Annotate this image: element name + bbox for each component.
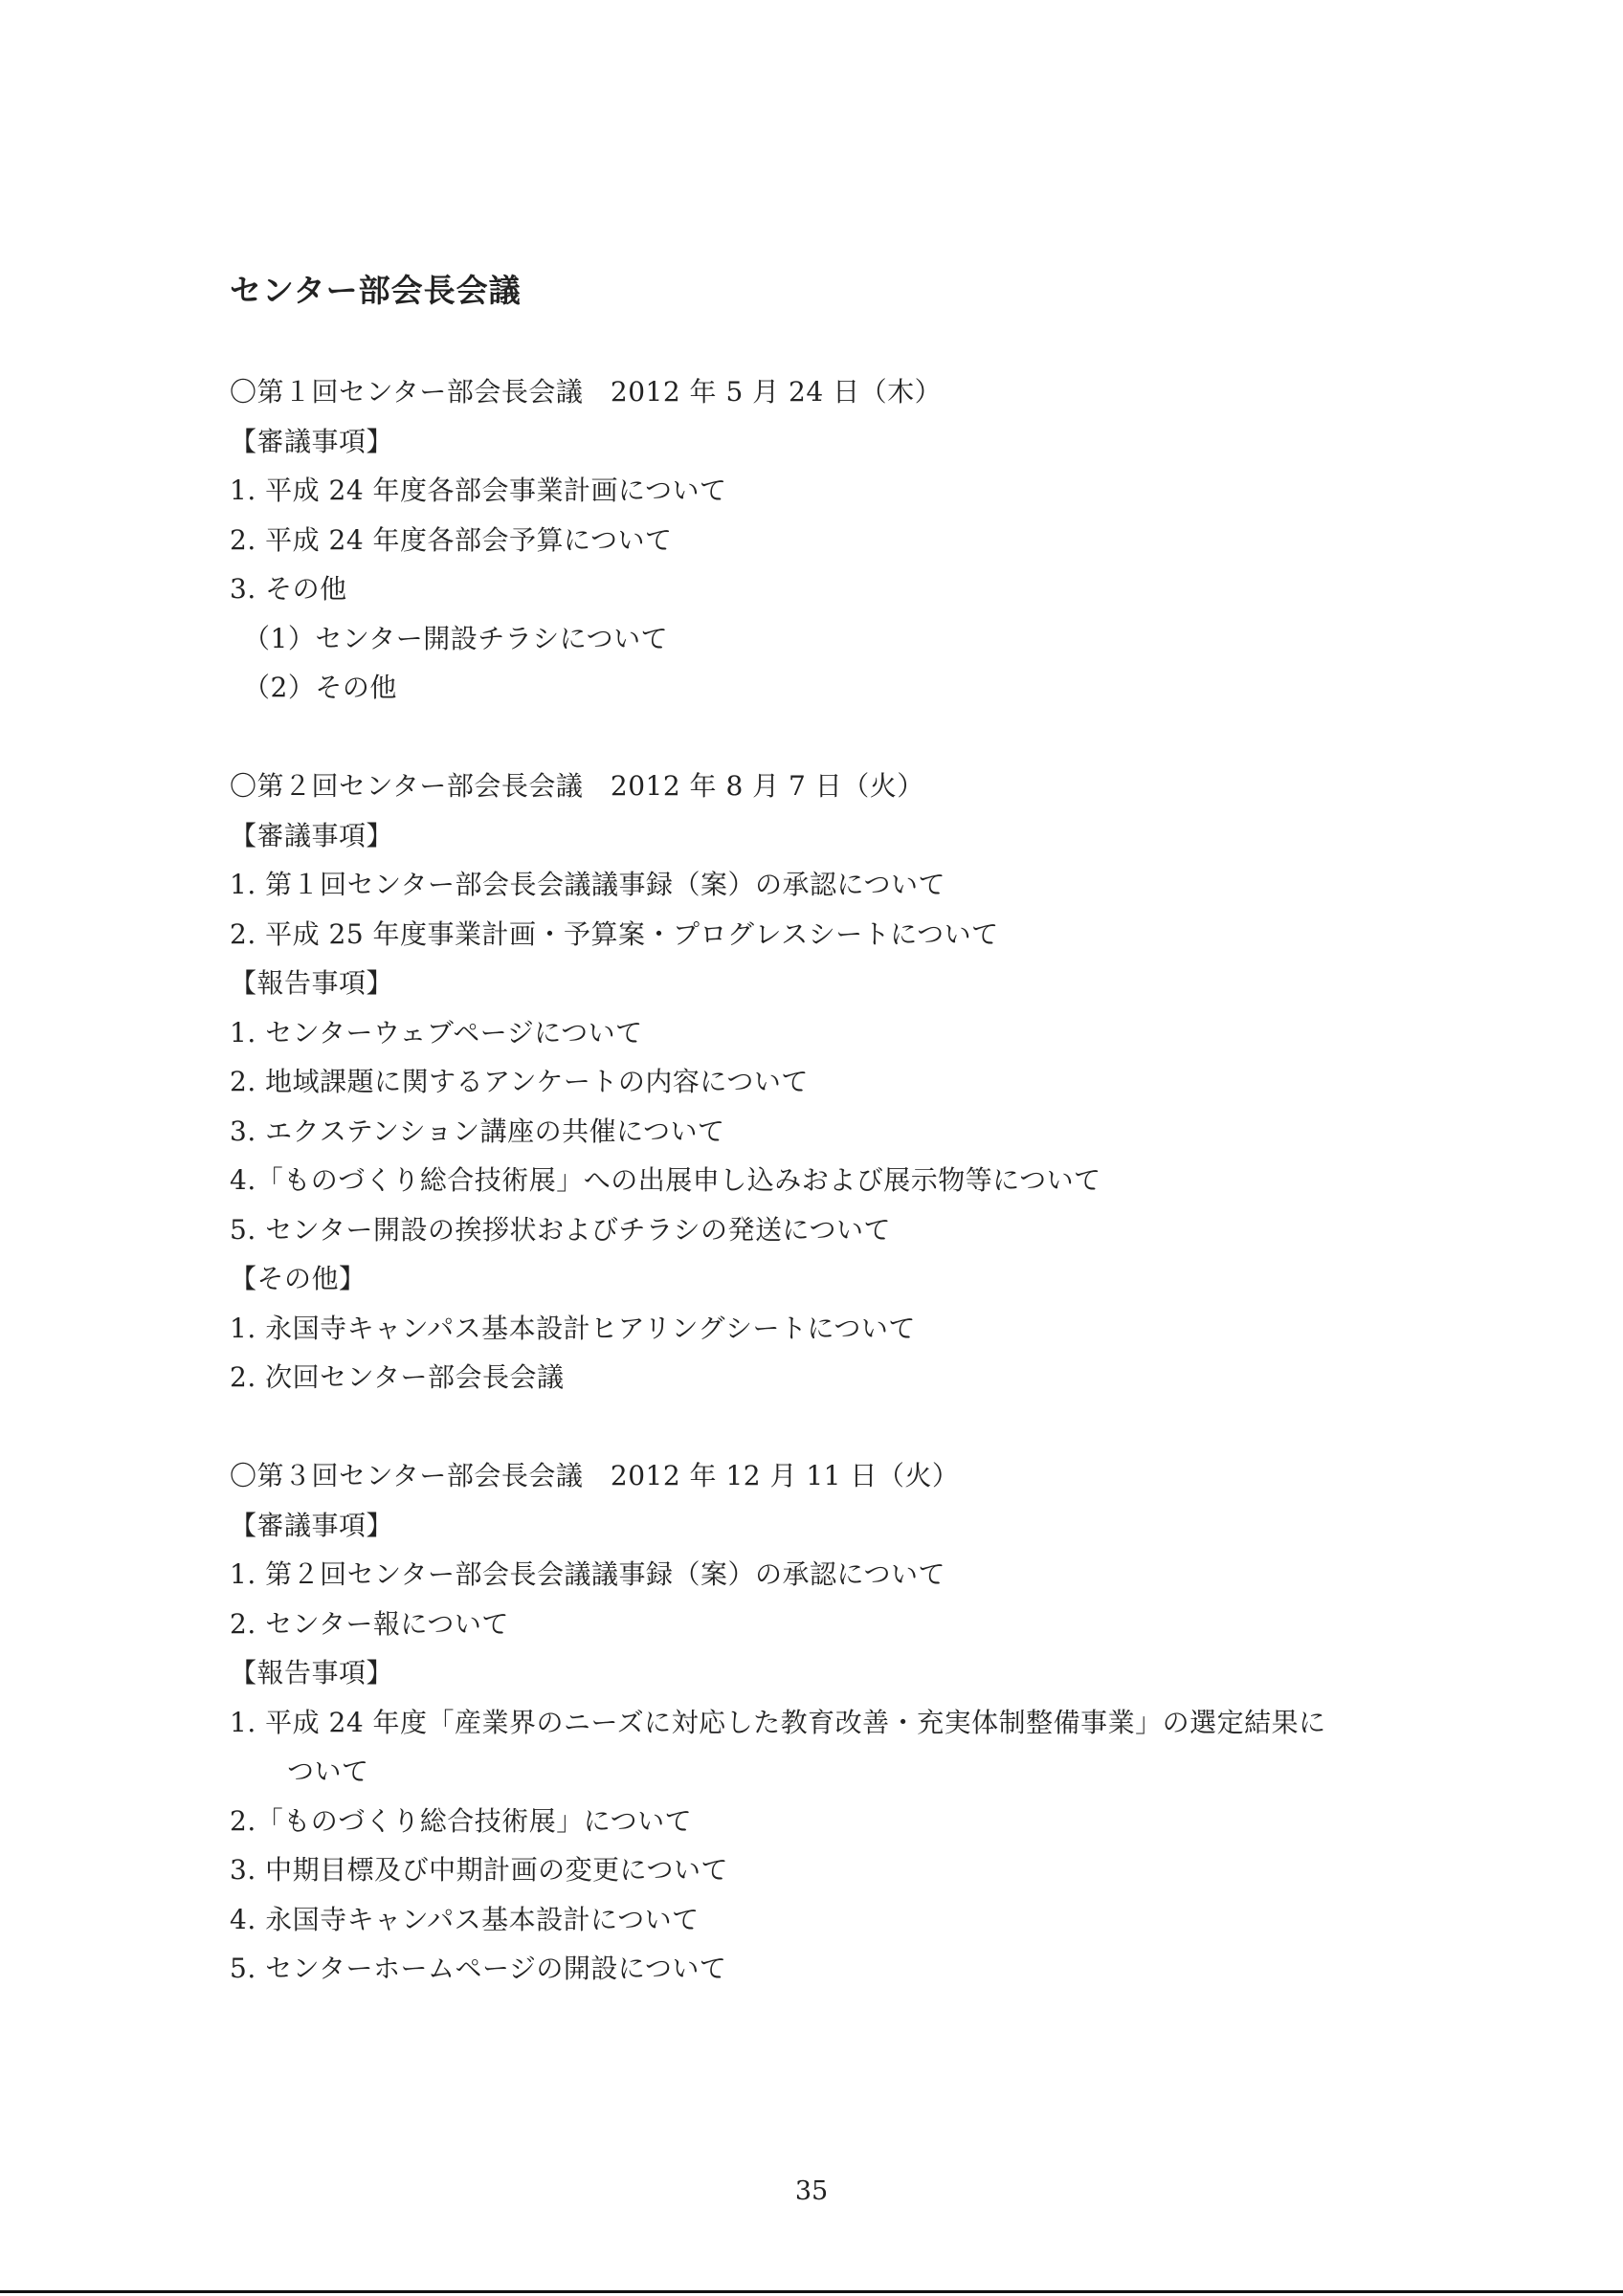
bottom-border-line (0, 2290, 1623, 2293)
list-item: 3. 中期目標及び中期計画の変更について (230, 1854, 729, 1886)
meeting-section (230, 1451, 1426, 1994)
meeting-heading: 〇第３回センター部会長会議 2012 年 12 月 11 日（火） (230, 1460, 960, 1491)
meeting-heading: 〇第１回センター部会長会議 2012 年 5 月 24 日（木） (230, 376, 943, 408)
page-number: 35 (794, 2176, 829, 2206)
list-item: 2. 平成 25 年度事業計画・予算案・プログレスシートについて (230, 917, 999, 950)
page-title: センター部会長会議 (230, 272, 522, 309)
list-item: 1. 平成 24 年度「産業界のニーズに対応した教育改善・充実体制整備事業」の選定結果に (230, 1706, 1326, 1738)
section-label: 【その他】 (230, 1263, 367, 1294)
meeting-section (230, 367, 1426, 713)
list-item: 2. 地域課題に関するアンケートの内容について (230, 1066, 809, 1097)
list-item: 2. 平成 24 年度各部会予算について (230, 523, 673, 556)
list-item: 4.「ものづくり総合技術展」への出展申し込みおよび展示物等について (230, 1164, 1101, 1196)
section-spacer (230, 1402, 1426, 1452)
list-item: （2）その他 (243, 672, 397, 703)
section-label: 【報告事項】 (230, 1657, 394, 1689)
list-item: 1. センターウェブページについて (230, 1016, 643, 1049)
list-item: ついて (287, 1755, 369, 1787)
list-item: （1）センター開設チラシについて (243, 622, 669, 654)
list-item: 5. センター開設の挨拶状およびチラシの発送について (230, 1213, 891, 1246)
list-item: 1. 永国寺キャンパス基本設計ヒアリングシートについて (230, 1312, 916, 1344)
list-item: 1. 第２回センター部会長会議議事録（案）の承認について (230, 1558, 945, 1590)
section-label: 【審議事項】 (230, 819, 394, 851)
list-item: 3. その他 (230, 573, 347, 605)
list-item: 2. 次回センター部会長会議 (230, 1361, 565, 1393)
list-item: 1. 第１回センター部会長会議議事録（案）の承認について (230, 869, 945, 900)
list-item: 2.「ものづくり総合技術展」について (230, 1804, 693, 1837)
list-item: 5. センターホームページの開設について (230, 1953, 727, 1984)
section-label: 【報告事項】 (230, 967, 394, 999)
section-label: 【審議事項】 (230, 1509, 394, 1541)
meeting-section (230, 762, 1426, 1402)
list-item: 2. センター報について (230, 1607, 509, 1640)
list-item: 4. 永国寺キャンパス基本設計について (230, 1903, 700, 1935)
section-spacer (230, 713, 1426, 762)
list-item: 1. 平成 24 年度各部会事業計画について (230, 475, 727, 506)
list-item: 3. エクステンション講座の共催について (230, 1115, 725, 1147)
meeting-heading: 〇第２回センター部会長会議 2012 年 8 月 7 日（火） (230, 770, 924, 802)
section-label: 【審議事項】 (230, 425, 394, 457)
meeting-list (230, 367, 1426, 1994)
